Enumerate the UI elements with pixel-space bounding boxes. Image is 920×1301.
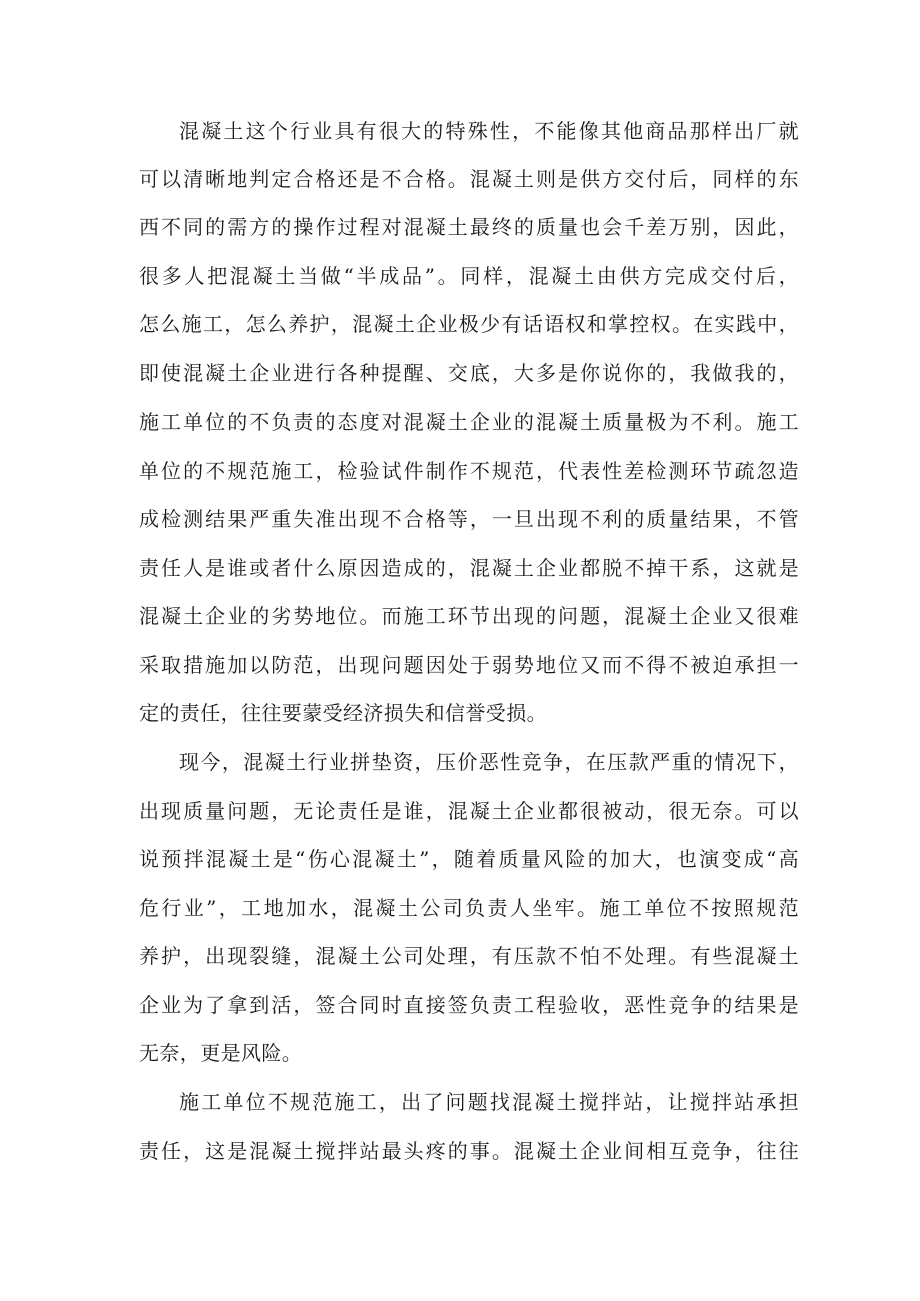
text-line: 可以清晰地判定合格还是不合格。混凝土则是供方交付后，同样的东 xyxy=(139,167,799,191)
text-line: 说预拌混凝土是“伤心混凝土”，随着质量风险的加大，也演变成“高 xyxy=(139,847,799,871)
text-line: 混凝土这个行业具有很大的特殊性，不能像其他商品那样出厂就 xyxy=(179,119,799,143)
text-line: 出现质量问题，无论责任是谁，混凝土企业都很被动，很无奈。可以 xyxy=(139,799,799,823)
text-line: 即使混凝土企业进行各种提醒、交底，大多是你说你的，我做我的， xyxy=(139,361,799,385)
text-line: 单位的不规范施工，检验试件制作不规范，代表性差检测环节疏忽造 xyxy=(139,459,799,483)
text-line: 无奈，更是风险。 xyxy=(139,1041,303,1065)
text-line: 采取措施加以防范，出现问题因处于弱势地位又而不得不被迫承担一 xyxy=(139,653,799,677)
text-line: 混凝土企业的劣势地位。而施工环节出现的问题，混凝土企业又很难 xyxy=(139,604,799,628)
text-line: 企业为了拿到活，签合同时直接签负责工程验收，恶性竞争的结果是 xyxy=(139,993,799,1017)
text-line: 责任人是谁或者什么原因造成的，混凝土企业都脱不掉干系，这就是 xyxy=(139,556,799,580)
text-line: 很多人把混凝土当做“半成品”。同样，混凝土由供方完成交付后， xyxy=(139,264,799,288)
text-line: 成检测结果严重失准出现不合格等，一旦出现不利的质量结果，不管 xyxy=(139,507,799,531)
text-line: 危行业”，工地加水，混凝土公司负责人坐牢。施工单位不按照规范 xyxy=(139,896,799,920)
text-line: 责任，这是混凝土搅拌站最头疼的事。混凝土企业间相互竞争，往往 xyxy=(139,1139,799,1163)
text-line: 现今，混凝土行业拼垫资，压价恶性竞争，在压款严重的情况下， xyxy=(179,750,799,774)
text-line: 西不同的需方的操作过程对混凝土最终的质量也会千差万别，因此， xyxy=(139,215,799,239)
text-line: 施工单位不规范施工，出了问题找混凝土搅拌站，让搅拌站承担 xyxy=(179,1090,799,1114)
text-line: 定的责任，往往要蒙受经济损失和信誉受损。 xyxy=(139,701,547,725)
text-line: 养护，出现裂缝，混凝土公司处理，有压款不怕不处理。有些混凝土 xyxy=(139,944,799,968)
text-line: 怎么施工，怎么养护，混凝土企业极少有话语权和掌控权。在实践中， xyxy=(139,312,799,336)
text-line: 施工单位的不负责的态度对混凝土企业的混凝土质量极为不利。施工 xyxy=(139,410,799,434)
